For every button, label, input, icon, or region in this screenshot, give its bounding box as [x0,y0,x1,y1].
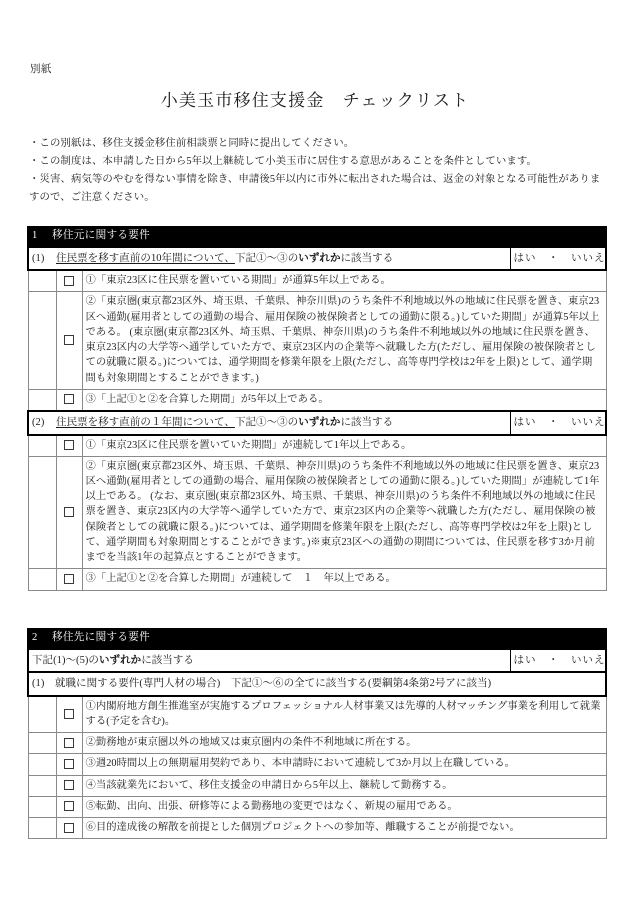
section-移住先に関する要件 [27,628,607,839]
question-emphasis: いずれか [298,417,341,428]
table-row-question [28,649,606,673]
indent-spacer [28,292,56,389]
indent-spacer [28,754,56,775]
question-index: (1) [32,252,45,264]
question-text: 下記①～③の [234,252,299,264]
section-header [27,226,607,246]
checkbox-icon[interactable] [64,780,74,790]
question-text-tail: に該当する [340,252,394,264]
answer-choice-cell[interactable]: はい ・ いいえ [510,411,606,435]
checkbox-cell[interactable] [56,569,82,590]
subquestion-label: (1) 就職に関する要件(専門人材の場合) 下記①～⑥の全てに該当する(要綱第4条第2号アに該当) [28,672,606,696]
indent-spacer [28,818,56,839]
checkbox-icon[interactable] [64,440,74,450]
question-text-tail: に該当する [141,654,194,666]
item-text: ②「東京圏(東京都23区外、埼玉県、千葉県、神奈川県)のうち条件不利地域以外の地域に住民票を置き、東京23区へ通勤(雇用者としての通勤の場合、雇用保険の被保険者としての通勤に限る。)していた期間」が連続して1年以上である。 (なお、東京圏(東京都23区外、埼玉県、千葉県、神奈川県)のうち条件不利地域以外の地域に住民票を置き、東京23区内の大学等へ通学していた方で、東京23区内の企業等へ就職した方(ただし、雇用保険の被保険者としての就職に限る。)については、通学期間を修業年限を上限(ただし、高等専門学校は2年を上限)として、通学期間も対象期間とすることができます。)※東京23区への通勤の期間については、住民票を移す3か月前までを当該1年の起算点とすることができます。 [82,456,606,569]
question-label-cell [28,411,510,435]
note-line: ・災害、病気等のやむを得ない事情を除き、申請後5年以内に市外に転出された場合は、返金の対象となる可能性がありますので、ご注意ください。 [29,173,601,203]
question-text-tail: に該当する [340,417,394,428]
table-row [28,270,606,292]
table-row [28,796,606,817]
question-emphasis: いずれか [298,252,341,264]
indent-spacer [28,696,56,733]
indent-spacer [28,796,56,817]
item-text: ⑥目的達成後の解散を前提とした個別プロジェクトへの参加等、離職することが前提でない。 [82,818,606,839]
checkbox-cell[interactable] [56,270,82,292]
checkbox-icon[interactable] [64,335,74,345]
question-text: 下記(1)～(5)の [32,654,99,666]
question-text: 下記①～③の [234,417,299,428]
checkbox-cell[interactable] [56,696,82,733]
table-row [28,435,606,457]
item-text: ②「東京圏(東京都23区外、埼玉県、千葉県、神奈川県)のうち条件不利地域以外の地域に住民票を置き、東京23区へ通勤(雇用者としての通勤の場合、雇用保険の被保険者としての通勤に限る。)していた期間」が通算5年以上である。 (東京圏(東京都23区外、埼玉県、千葉県、神奈川県)のうち条件不利地域以外の地域に住民票を置き、東京23区内の大学等へ通学していた方で、東京23区内の企業等へ就職した方(ただし、雇用保険の被保険者としての就職に限る。)については、通学期間を修業年限を上限(ただし、高等専門学校は2年を上限)として、通学期間も対象期間とすることができます。) [82,292,606,389]
table-row [28,569,606,590]
answer-choice-cell[interactable]: はい ・ いいえ [510,247,606,271]
question-label-cell [28,247,510,271]
checkbox-icon[interactable] [64,709,74,719]
checkbox-icon[interactable] [64,394,74,404]
indent-spacer [28,775,56,796]
indent-spacer [28,435,56,457]
indent-spacer [28,569,56,590]
checkbox-icon[interactable] [64,276,74,286]
checkbox-icon[interactable] [64,759,74,769]
checkbox-icon[interactable] [64,801,74,811]
checkbox-cell[interactable] [56,389,82,411]
table-row-question [28,411,606,435]
checkbox-icon[interactable] [64,738,74,748]
checkbox-icon[interactable] [64,823,74,833]
table-row [28,292,606,389]
table-row-question [28,247,606,271]
checkbox-cell[interactable] [56,456,82,569]
answer-choice-cell[interactable]: はい ・ いいえ [510,649,606,673]
table-row [28,456,606,569]
table-row [28,754,606,775]
indent-spacer [28,733,56,754]
page-title: 小美玉市移住支援金 チェックリスト [160,91,470,110]
section-header [27,628,607,648]
item-text: ①「東京23区に住民票を置いている期間」が通算5年以上である。 [82,270,606,292]
indent-spacer [28,389,56,411]
notes-block [29,135,606,207]
table-row [28,775,606,796]
section-number: 1 [32,230,38,241]
checkbox-cell[interactable] [56,796,82,817]
table-row [28,696,606,733]
checkbox-icon[interactable] [64,574,74,584]
table-row [28,733,606,754]
item-text: ⑤転勤、出向、出張、研修等による勤務地の変更ではなく、新規の雇用である。 [82,796,606,817]
indent-spacer [28,456,56,569]
item-text: ④当該就業先において、移住支援金の申請日から5年以上、継続して勤務する。 [82,775,606,796]
item-text: ①「東京23区に住民票を置いていた期間」が連続して1年以上である。 [82,435,606,457]
section-移住元に関する要件 [27,226,607,591]
note-line: ・この制度は、本申請した日から5年以上継続して小美玉市に居住する意思があることを条件としています。 [29,155,538,167]
requirements-table-2 [27,648,607,840]
item-text: ①内閣府地方創生推進室が実施するプロフェッショナル人材事業又は先導的人材マッチング事業を利用して就業する(予定を含む)。 [82,696,606,733]
item-text: ③週20時間以上の無期雇用契約であり、本申請時において連続して3か月以上在職している。 [82,754,606,775]
checkbox-cell[interactable] [56,292,82,389]
checkbox-icon[interactable] [64,507,74,517]
checkbox-cell[interactable] [56,754,82,775]
question-underlined-text: 住民票を移す直前の10年間について、 [56,252,235,264]
document-tag: 別紙 [30,64,52,75]
checkbox-cell[interactable] [56,818,82,839]
note-line: ・この別紙は、移住支援金移住前相談票と同時に提出してください。 [29,138,355,149]
question-label-cell [28,649,510,673]
item-text: ③「上記①と②を合算した期間」が5年以上である。 [82,389,606,411]
table-row-subquestion [28,672,606,696]
question-emphasis: いずれか [99,654,142,666]
section-heading: 移住先に関する要件 [52,632,151,643]
checkbox-cell[interactable] [56,775,82,796]
item-text: ②勤務地が東京圏以外の地域又は東京圏内の条件不利地域に所在する。 [82,733,606,754]
indent-spacer [28,270,56,292]
table-row [28,818,606,839]
table-row [28,389,606,411]
section-heading: 移住元に関する要件 [52,230,151,241]
requirements-table-1 [27,246,607,591]
question-underlined-text: 住民票を移す直前の１年間について、 [56,417,235,428]
question-index: (2) [32,417,45,428]
section-number: 2 [32,632,38,643]
checkbox-cell[interactable] [56,733,82,754]
item-text: ③「上記①と②を合算した期間」が連続して １ 年以上である。 [82,569,606,590]
checkbox-cell[interactable] [56,435,82,457]
